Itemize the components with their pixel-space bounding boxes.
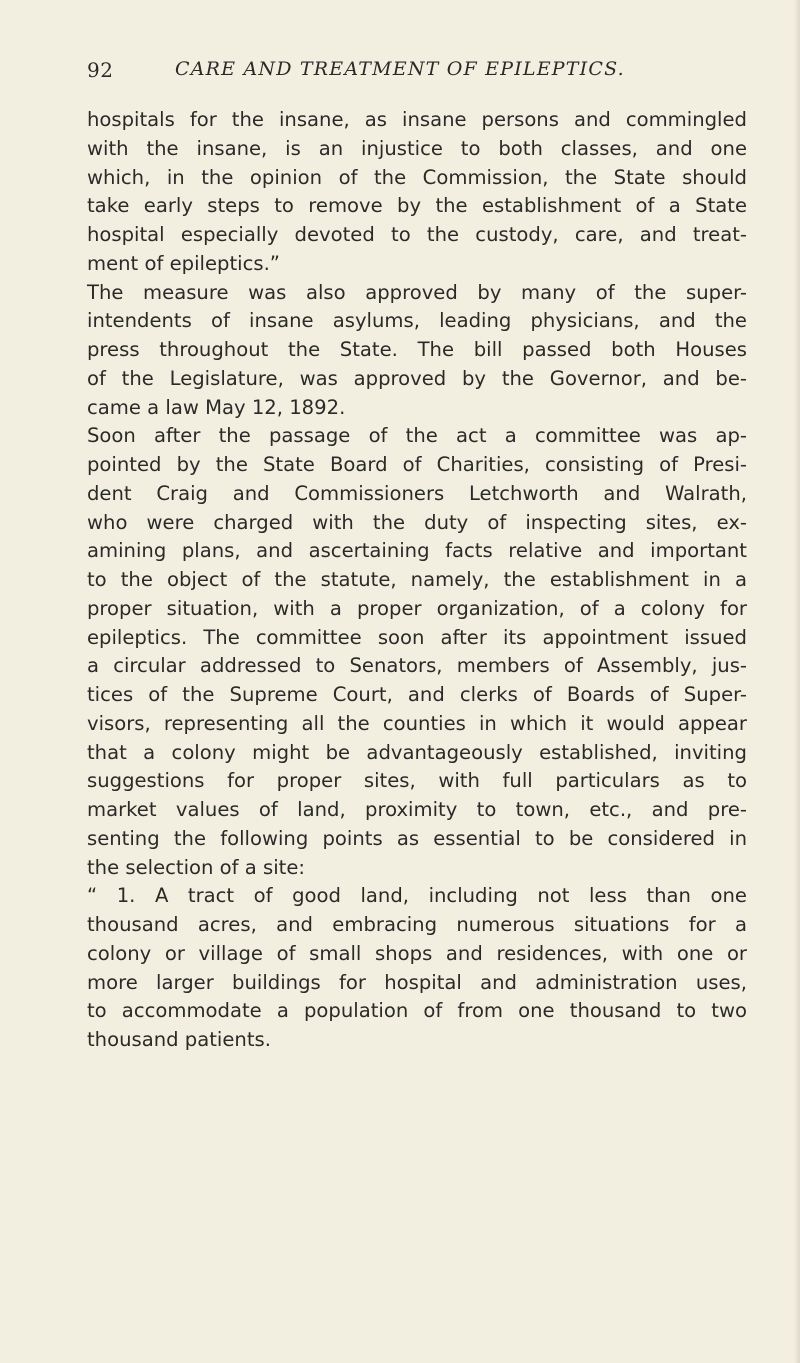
- text-line: with the insane, is an injustice to both classes, and one: [87, 136, 747, 160]
- text-line: senting the following points as essential to be considered in: [87, 826, 747, 850]
- text-line: epileptics. The committee soon after its appointment issued: [87, 625, 747, 649]
- text-line: suggestions for proper sites, with full particulars as to: [87, 769, 747, 793]
- page-edge-shadow: [794, 0, 800, 1363]
- text-line: thousand patients.: [87, 1028, 271, 1051]
- text-line: to accommodate a population of from one thousand to two: [87, 999, 747, 1023]
- text-line: who were charged with the duty of inspecting sites, ex-: [87, 510, 747, 534]
- text-line: colony or village of small shops and residences, with one or: [87, 941, 747, 965]
- text-line: more larger buildings for hospital and administration uses,: [87, 970, 747, 994]
- paragraph: [87, 422, 747, 882]
- text-line: “ 1. A tract of good land, including not less than one: [87, 884, 747, 908]
- text-line: of the Legislature, was approved by the Governor, and be-: [87, 366, 747, 390]
- text-line: which, in the opinion of the Commission, the State should: [87, 165, 747, 189]
- text-line: pointed by the State Board of Charities, consisting of Presi-: [87, 453, 747, 476]
- running-title: CARE AND TREATMENT OF EPILEPTICS.: [175, 58, 625, 80]
- text-line: a circular addressed to Senators, members of Assembly, jus-: [87, 654, 747, 678]
- text-line: amining plans, and ascertaining facts relative and important: [87, 539, 747, 563]
- text-line: ment of epileptics.”: [87, 251, 280, 275]
- paragraph: [87, 882, 747, 1055]
- text-line: intendents of insane asylums, leading physicians, and the: [87, 309, 747, 333]
- text-line: that a colony might be advantageously established, inviting: [87, 740, 747, 764]
- text-line: thousand acres, and embracing numerous situations for a: [87, 913, 747, 936]
- text-line: dent Craig and Commissioners Letchworth and Walrath,: [87, 481, 747, 505]
- text-line: press throughout the State. The bill passed both Houses: [87, 338, 747, 361]
- paragraph: [87, 279, 747, 423]
- page-number: 92: [87, 58, 114, 82]
- text-line: market values of land, proximity to town, etc., and pre-: [87, 798, 747, 821]
- text-line: The measure was also approved by many of the super-: [87, 280, 747, 304]
- text-line: visors, representing all the counties in which it would appear: [87, 711, 747, 735]
- page-header: [87, 58, 740, 92]
- paragraph: [87, 106, 747, 279]
- text-line: the selection of a site:: [87, 855, 306, 879]
- text-line: Soon after the passage of the act a committee was ap-: [87, 424, 747, 448]
- body-text: [87, 106, 747, 1055]
- text-line: hospitals for the insane, as insane persons and commingled: [87, 108, 747, 131]
- text-line: came a law May 12, 1892.: [87, 395, 346, 419]
- text-line: tices of the Supreme Court, and clerks of Boards of Super-: [87, 683, 747, 706]
- text-line: proper situation, with a proper organization, of a colony for: [87, 596, 747, 620]
- text-line: to the object of the statute, namely, the establishment in a: [87, 568, 747, 591]
- text-line: hospital especially devoted to the custody, care, and treat-: [87, 223, 747, 246]
- text-line: take early steps to remove by the establishment of a State: [87, 194, 747, 218]
